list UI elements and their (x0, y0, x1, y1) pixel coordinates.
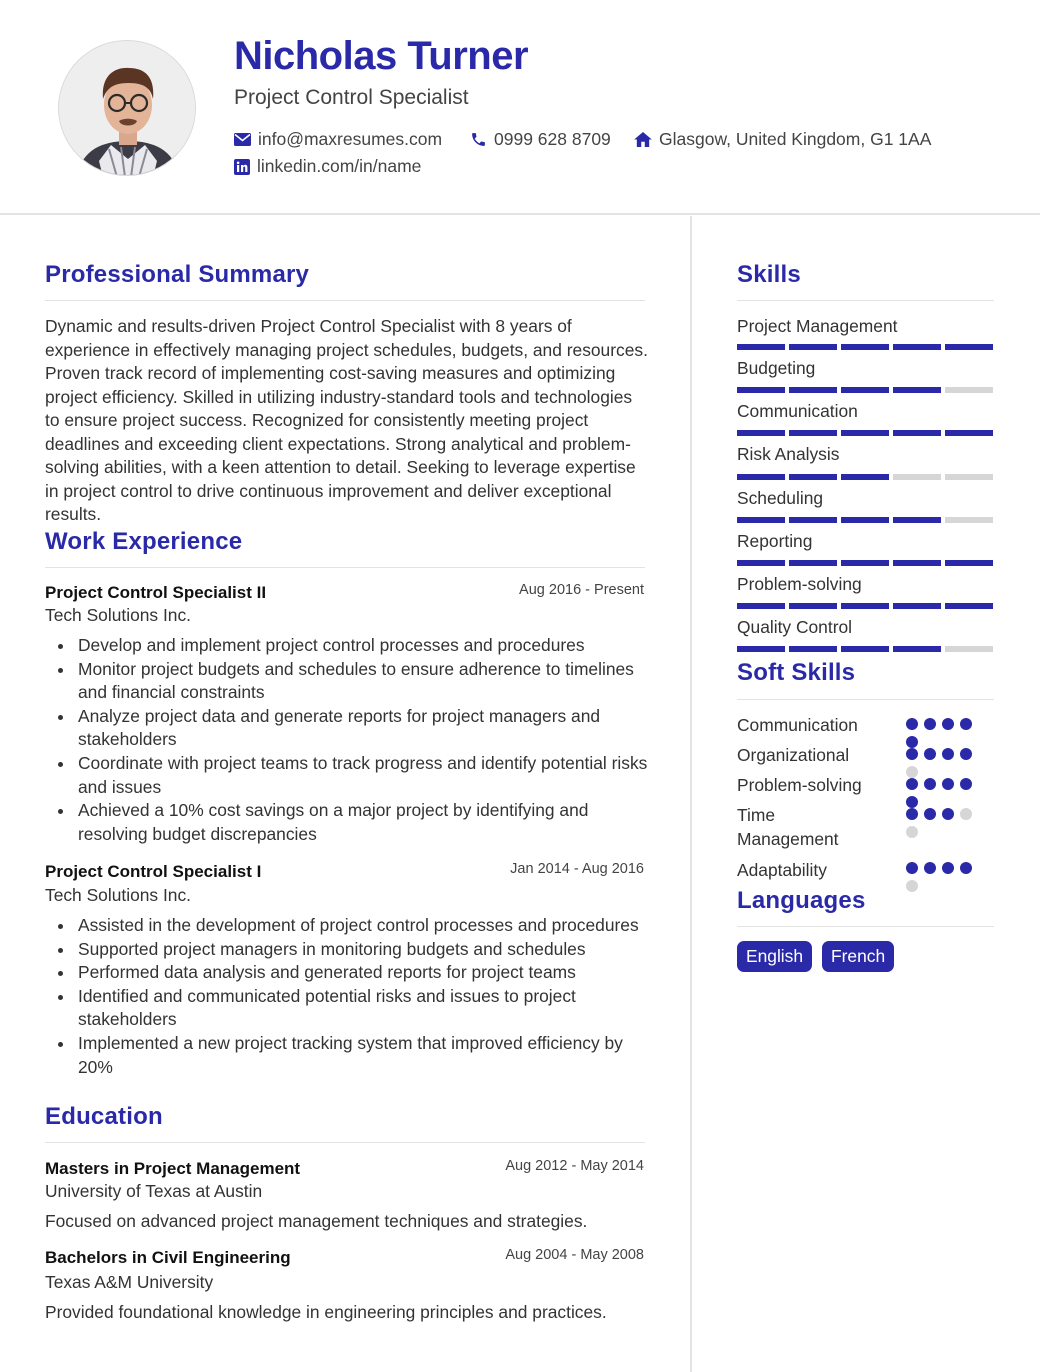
linkedin-icon (234, 159, 250, 175)
skill-level-segment (841, 560, 889, 566)
soft-skill-dot (942, 748, 954, 760)
languages-heading: Languages (737, 887, 866, 914)
skill-level-segment (737, 560, 785, 566)
skill-name: Budgeting (737, 358, 816, 378)
envelope-icon (234, 133, 251, 146)
soft-skill-dot (906, 718, 918, 730)
soft-skills-rule (737, 699, 994, 700)
skill-level-segment (893, 646, 941, 652)
skills-rule (737, 300, 994, 301)
soft-skill-dots (906, 748, 978, 778)
job-bullet: Supported project managers in monitoring budgets and schedules (78, 938, 658, 962)
skill-level-segment (945, 344, 993, 350)
soft-skill-dot (906, 736, 918, 748)
skill-level-segment (893, 344, 941, 350)
languages-rule (737, 926, 994, 927)
skills-heading: Skills (737, 261, 801, 288)
job-bullet: Achieved a 10% cost savings on a major project by identifying and resolving budget discrepancies (78, 799, 658, 846)
skill-level-segment (789, 474, 837, 480)
skill-name: Project Management (737, 316, 898, 336)
skill-name: Scheduling (737, 488, 824, 508)
linkedin-text: linkedin.com/in/name (257, 156, 422, 176)
phone-icon (470, 131, 487, 148)
school-name: Texas A&M University (45, 1272, 214, 1292)
skill-level-segment (737, 387, 785, 393)
skill-name: Reporting (737, 531, 813, 551)
skill-level-segment (945, 646, 993, 652)
resume-header (0, 0, 1040, 215)
soft-skill-dot (924, 808, 936, 820)
skill-level-segment (789, 646, 837, 652)
education-heading: Education (45, 1103, 163, 1130)
skill-level-bar (737, 603, 993, 609)
column-divider (690, 216, 692, 1372)
education-rule (45, 1142, 645, 1143)
soft-skill-name: Time Management (737, 805, 839, 849)
skill-level-bar (737, 430, 993, 436)
linkedin-contact[interactable] (234, 156, 421, 177)
degree-description: Focused on advanced project management techniques and strategies. (45, 1211, 588, 1231)
skill-level-segment (789, 387, 837, 393)
soft-skill-dots (906, 862, 978, 892)
soft-skill-dot (906, 826, 918, 838)
job-title: Project Control Specialist I (45, 862, 262, 881)
job-bullet: Assisted in the development of project control processes and procedures (78, 914, 658, 938)
soft-skill-dots (906, 718, 978, 748)
language-badge-french: French (822, 941, 894, 972)
skill-level-segment (841, 344, 889, 350)
job-bullet: Implemented a new project tracking system that improved efficiency by 20% (78, 1032, 658, 1079)
soft-skill-dot (906, 808, 918, 820)
soft-skill-dot (942, 808, 954, 820)
skill-level-segment (893, 603, 941, 609)
soft-skill-dots (906, 808, 978, 838)
experience-heading: Work Experience (45, 528, 243, 555)
profile-photo (58, 40, 196, 176)
job-company: Tech Solutions Inc. (45, 885, 191, 905)
skill-level-bar (737, 474, 993, 480)
skill-level-segment (789, 517, 837, 523)
degree-dates: Aug 2004 - May 2008 (505, 1247, 644, 1263)
skill-level-segment (737, 517, 785, 523)
skill-level-segment (945, 430, 993, 436)
experience-rule (45, 567, 645, 568)
phone-text: 0999 628 8709 (494, 129, 611, 149)
job-bullet: Monitor project budgets and schedules to ensure adherence to timelines and financial constraints (78, 658, 658, 705)
skill-level-segment (737, 344, 785, 350)
job-dates: Aug 2016 - Present (519, 582, 644, 598)
skill-level-segment (841, 387, 889, 393)
email-contact[interactable] (234, 129, 442, 150)
soft-skill-dot (906, 796, 918, 808)
skill-level-segment (737, 430, 785, 436)
soft-skill-dot (924, 862, 936, 874)
candidate-title: Project Control Specialist (234, 86, 469, 109)
skill-level-bar (737, 560, 993, 566)
soft-skill-name: Problem-solving (737, 775, 862, 795)
candidate-name: Nicholas Turner (234, 34, 529, 78)
soft-skill-dot (924, 778, 936, 790)
skill-level-segment (945, 560, 993, 566)
skill-level-segment (893, 560, 941, 566)
soft-skill-name: Organizational (737, 745, 850, 765)
soft-skill-dots (906, 778, 978, 808)
skill-level-segment (789, 430, 837, 436)
skill-level-segment (737, 646, 785, 652)
soft-skill-name: Adaptability (737, 860, 827, 880)
address-text: Glasgow, United Kingdom, G1 1AA (659, 129, 932, 149)
skill-level-segment (945, 474, 993, 480)
soft-skill-dot (924, 748, 936, 760)
skill-level-segment (893, 474, 941, 480)
skill-level-bar (737, 517, 993, 523)
soft-skill-dot (906, 778, 918, 790)
school-name: University of Texas at Austin (45, 1181, 263, 1201)
summary-text: Dynamic and results-driven Project Control Specialist with 8 years of experience in effectively managing project schedules, budgets, and resources. Proven track record of implementing cost-saving measures and optimizing project efficiency. Skilled in utilizing industry-standard tools and technologies to ensure project success. Recognized for consistently meeting project deadlines and exceeding client expectations. Strong analytical and problem-solving abilities, with a keen attention to detail. Seeking to leverage expertise in project control to drive continuous improvement and deliver exceptional results. (45, 316, 648, 524)
job-bullet: Coordinate with project teams to track progress and identify potential risks and issues (78, 752, 658, 799)
job-title: Project Control Specialist II (45, 583, 267, 602)
skill-level-segment (841, 474, 889, 480)
skill-level-segment (945, 517, 993, 523)
soft-skill-dot (906, 748, 918, 760)
degree-title: Bachelors in Civil Engineering (45, 1248, 291, 1267)
skill-level-segment (841, 430, 889, 436)
job-bullet: Performed data analysis and generated reports for project teams (78, 961, 658, 985)
soft-skill-dot (960, 778, 972, 790)
soft-skill-dot (960, 808, 972, 820)
address-contact (634, 129, 931, 150)
email-text: info@maxresumes.com (258, 129, 443, 149)
skill-level-segment (945, 603, 993, 609)
skill-name: Problem-solving (737, 574, 862, 594)
skill-level-segment (893, 387, 941, 393)
skill-level-segment (893, 430, 941, 436)
soft-skills-heading: Soft Skills (737, 659, 856, 686)
soft-skill-dot (942, 778, 954, 790)
soft-skill-name: Communication (737, 715, 858, 735)
skill-name: Quality Control (737, 617, 853, 637)
soft-skill-dot (960, 718, 972, 730)
soft-skill-dot (942, 862, 954, 874)
home-icon (634, 132, 652, 147)
skill-name: Communication (737, 401, 858, 421)
soft-skill-dot (906, 766, 918, 778)
skill-level-segment (841, 517, 889, 523)
degree-title: Masters in Project Management (45, 1159, 301, 1178)
job-dates: Jan 2014 - Aug 2016 (510, 861, 644, 877)
skill-level-bar (737, 387, 993, 393)
soft-skill-dot (960, 748, 972, 760)
soft-skill-dot (906, 880, 918, 892)
phone-contact[interactable] (470, 129, 611, 150)
skill-level-segment (737, 603, 785, 609)
skill-level-bar (737, 344, 993, 350)
skill-level-segment (789, 560, 837, 566)
skill-level-segment (841, 646, 889, 652)
job-company: Tech Solutions Inc. (45, 605, 191, 625)
job-bullet-list (78, 634, 658, 846)
person-portrait-icon (59, 41, 196, 176)
job-bullet: Identified and communicated potential risks and issues to project stakeholders (78, 985, 658, 1032)
soft-skill-dot (942, 718, 954, 730)
summary-rule (45, 300, 645, 301)
job-bullet-list (78, 914, 658, 1079)
skill-level-segment (789, 603, 837, 609)
skill-name: Risk Analysis (737, 444, 840, 464)
skill-level-segment (893, 517, 941, 523)
skill-level-segment (789, 344, 837, 350)
degree-description: Provided foundational knowledge in engineering principles and practices. (45, 1302, 607, 1322)
job-bullet: Analyze project data and generate reports for project managers and stakeholders (78, 705, 658, 752)
soft-skill-dot (960, 862, 972, 874)
skill-level-segment (841, 603, 889, 609)
skill-level-bar (737, 646, 993, 652)
job-bullet: Develop and implement project control processes and procedures (78, 634, 658, 658)
skill-level-segment (945, 387, 993, 393)
soft-skill-dot (924, 718, 936, 730)
soft-skill-dot (906, 862, 918, 874)
skill-level-segment (737, 474, 785, 480)
degree-dates: Aug 2012 - May 2014 (505, 1158, 644, 1174)
language-badge-english: English (737, 941, 812, 972)
summary-heading: Professional Summary (45, 261, 310, 288)
